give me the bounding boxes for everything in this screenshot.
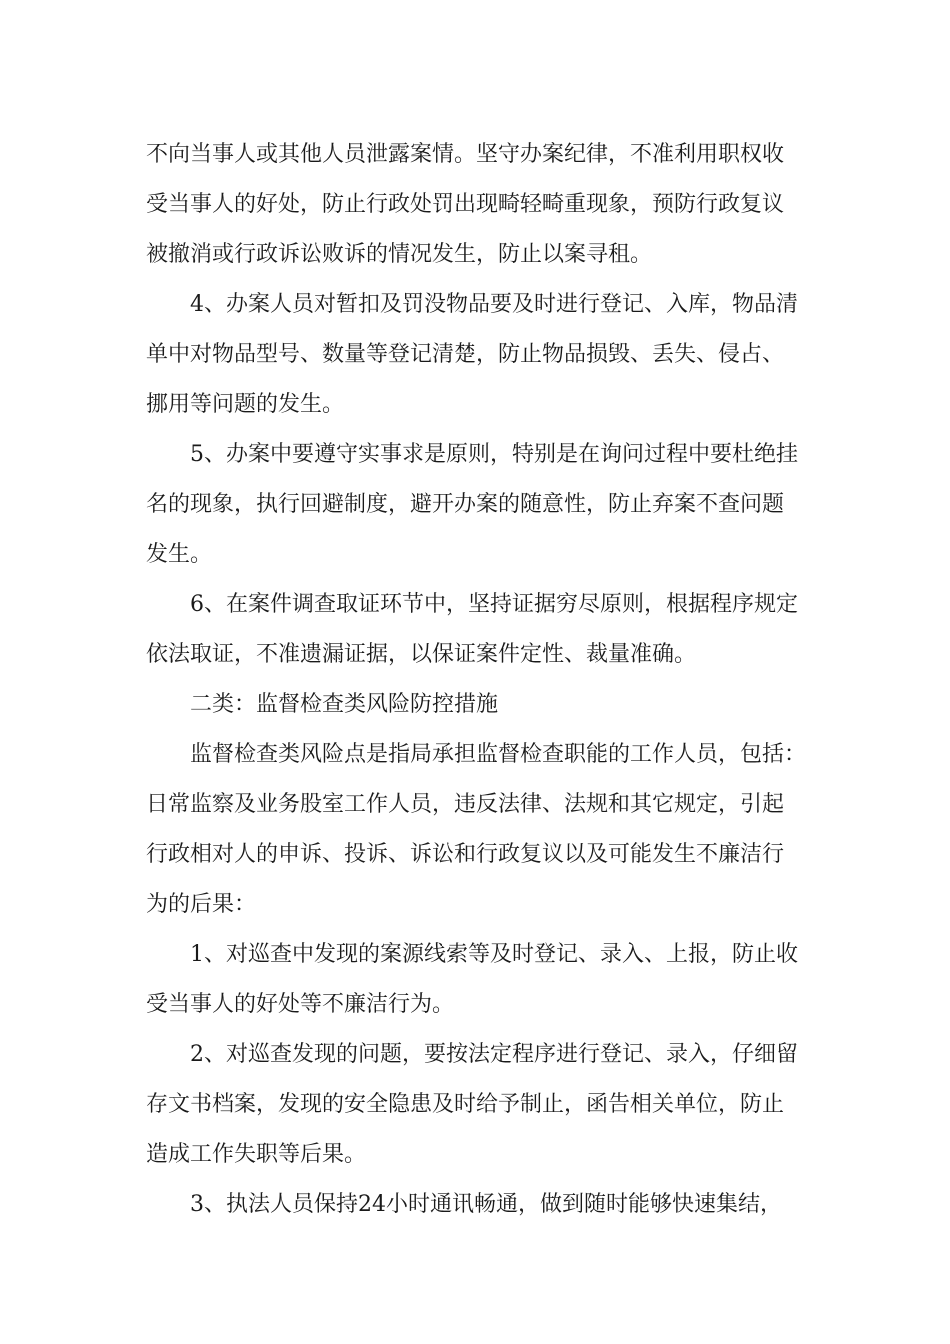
text-line: 挪用等问题的发生。	[146, 392, 345, 417]
text-line: 存文书档案，发现的安全隐患及时给予制止，函告相关单位，防止	[146, 1092, 785, 1117]
text-line: 2、对巡查发现的问题，要按法定程序进行登记、录入，仔细留	[190, 1042, 798, 1067]
text-line: 监督检查类风险点是指局承担监督检查职能的工作人员，包括：	[190, 742, 807, 767]
text-line: 单中对物品型号、数量等登记清楚，防止物品损毁、丢失、侵占、	[146, 342, 785, 367]
text-line: 造成工作失职等后果。	[146, 1142, 367, 1167]
text-line: 5、办案中要遵守实事求是原则，特别是在询问过程中要杜绝挂	[190, 442, 798, 467]
section-heading: 二类：监督检查类风险防控措施	[190, 692, 499, 717]
text-line: 名的现象，执行回避制度，避开办案的随意性，防止弃案不查问题	[146, 492, 785, 517]
text-line: 被撤消或行政诉讼败诉的情况发生，防止以案寻租。	[146, 242, 653, 267]
text-line: 受当事人的好处等不廉洁行为。	[146, 992, 455, 1017]
text-line: 日常监察及业务股室工作人员，违反法律、法规和其它规定，引起	[146, 792, 785, 817]
text-line: 行政相对人的申诉、投诉、诉讼和行政复议以及可能发生不廉洁行	[146, 842, 785, 867]
document-body	[146, 130, 808, 1230]
text-line: 不向当事人或其他人员泄露案情。坚守办案纪律，不准利用职权收	[146, 142, 785, 167]
text-line: 3、执法人员保持24小时通讯畅通，做到随时能够快速集结，	[190, 1192, 782, 1217]
text-line: 4、办案人员对暂扣及罚没物品要及时进行登记、入库，物品清	[190, 292, 798, 317]
text-line: 受当事人的好处，防止行政处罚出现畸轻畸重现象，预防行政复议	[146, 192, 785, 217]
text-line: 依法取证，不准遗漏证据，以保证案件定性、裁量准确。	[146, 642, 697, 667]
text-line: 为的后果：	[146, 892, 257, 917]
text-line: 发生。	[146, 542, 213, 567]
text-line: 6、在案件调查取证环节中，坚持证据穷尽原则，根据程序规定	[190, 592, 798, 617]
text-line: 1、对巡查中发现的案源线索等及时登记、录入、上报，防止收	[190, 942, 798, 967]
